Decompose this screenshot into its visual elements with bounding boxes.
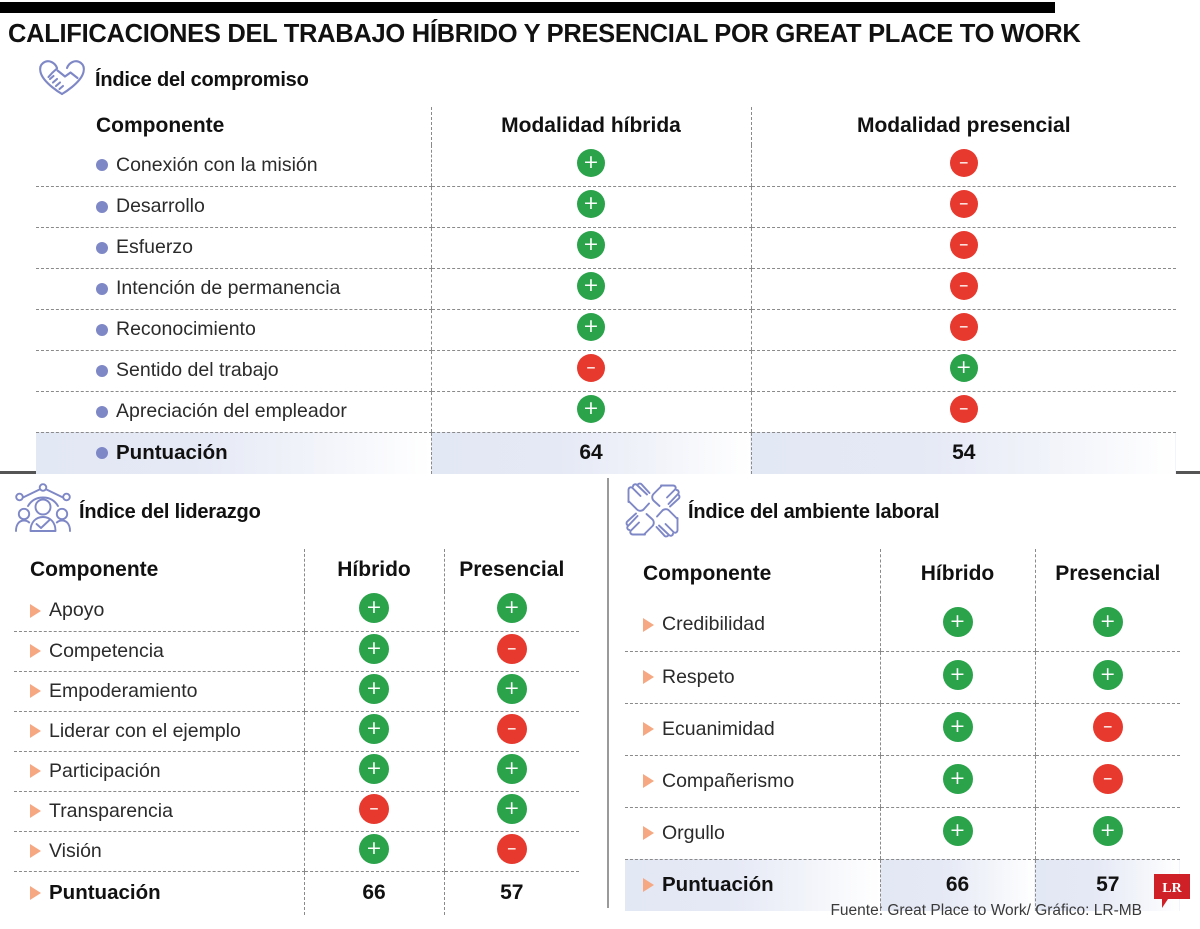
component-cell [36, 227, 431, 268]
status-badge-positive [943, 660, 973, 690]
component-cell [14, 631, 304, 671]
component-label: Intención de permanencia [116, 277, 341, 299]
column-header-hibrida: Modalidad híbrida [431, 107, 751, 145]
status-badge-positive [359, 674, 389, 704]
badge-glyph: – [959, 315, 969, 338]
component-label: Conexión con la misión [116, 153, 318, 176]
table-row [625, 703, 1180, 755]
component-label: Respeto [662, 665, 735, 688]
table-row [36, 391, 1176, 432]
badge-glyph: – [1103, 766, 1113, 789]
component-label: Desarrollo [116, 195, 205, 217]
bullet-triangle-icon [30, 684, 41, 698]
status-badge-negative [950, 231, 978, 259]
component-cell [36, 145, 431, 186]
status-badge-positive [497, 794, 527, 824]
table-row [14, 631, 579, 671]
status-badge-positive [1093, 607, 1123, 637]
bullet-triangle-icon [30, 844, 41, 858]
component-label: Apreciación del empleador [116, 400, 347, 422]
status-badge-positive [497, 593, 527, 623]
table-row [36, 227, 1176, 268]
component-cell [625, 599, 880, 651]
badge-glyph: + [583, 150, 599, 173]
component-label: Apoyo [49, 599, 105, 622]
table-row [625, 807, 1180, 859]
table-row [36, 350, 1176, 391]
badge-glyph: – [959, 233, 969, 256]
score-value-onsite: 57 [1035, 859, 1180, 911]
panel-title: Índice del liderazgo [79, 501, 261, 523]
badge-glyph: + [503, 596, 520, 619]
status-badge-positive [359, 834, 389, 864]
bullet-dot-icon [96, 242, 108, 254]
status-badge-positive [1093, 816, 1123, 846]
status-badge-negative [950, 272, 978, 300]
badge-glyph: + [583, 274, 599, 297]
status-badge-positive [577, 231, 605, 259]
table-row [14, 591, 579, 631]
badge-glyph: + [583, 315, 599, 338]
column-header-hibrido: Híbrido [880, 549, 1035, 599]
component-cell [625, 703, 880, 755]
status-badge-positive [577, 313, 605, 341]
panel-title: Índice del compromiso [95, 69, 309, 91]
bullet-triangle-icon [643, 826, 654, 840]
status-badge-positive [943, 712, 973, 742]
column-header-presencial: Presencial [1035, 549, 1180, 599]
status-badge-negative [577, 354, 605, 382]
status-badge-positive [577, 272, 605, 300]
component-label: Credibilidad [662, 613, 765, 636]
lr-logo [1152, 872, 1192, 910]
panel-header [36, 58, 1176, 103]
table-header-row [36, 107, 1176, 145]
top-black-rule [0, 2, 1055, 13]
bullet-triangle-icon [643, 618, 654, 632]
component-cell [14, 591, 304, 631]
bullet-dot-icon [96, 159, 108, 171]
component-label: Visión [49, 839, 102, 862]
score-value-hybrid: 66 [304, 871, 444, 915]
status-badge-negative [950, 313, 978, 341]
component-cell [36, 309, 431, 350]
badge-glyph: + [949, 610, 966, 633]
status-badge-positive [943, 816, 973, 846]
component-cell [36, 268, 431, 309]
bullet-triangle-icon [30, 604, 41, 618]
badge-glyph: – [507, 636, 517, 659]
badge-glyph: – [1103, 714, 1113, 737]
status-badge-negative [497, 834, 527, 864]
column-header-componente: Componente [643, 562, 772, 585]
table-row [14, 751, 579, 791]
status-badge-positive [359, 754, 389, 784]
component-cell [36, 350, 431, 391]
bullet-triangle-icon [643, 774, 654, 788]
bullet-dot-icon [96, 365, 108, 377]
status-badge-positive [577, 149, 605, 177]
bullet-triangle-icon [643, 670, 654, 684]
table-liderazgo [14, 549, 579, 915]
bullet-triangle-icon [30, 804, 41, 818]
component-cell [14, 711, 304, 751]
table-header-row [14, 549, 579, 591]
table-row [36, 309, 1176, 350]
status-badge-positive [943, 607, 973, 637]
score-label-cell [14, 871, 304, 915]
leadership-team-icon [14, 482, 72, 543]
bullet-dot-icon [96, 447, 108, 459]
score-row [36, 432, 1176, 474]
panel-indice-compromiso [36, 58, 1176, 474]
score-value-hybrid: 66 [880, 859, 1035, 911]
score-value-hybrid: 64 [431, 432, 751, 474]
bullet-dot-icon [96, 324, 108, 336]
component-cell [36, 391, 431, 432]
table-row [625, 651, 1180, 703]
page-title: CALIFICACIONES DEL TRABAJO HÍBRIDO Y PRESENCIAL POR GREAT PLACE TO WORK [8, 20, 1081, 48]
bullet-triangle-icon [30, 644, 41, 658]
status-badge-positive [359, 593, 389, 623]
table-row [36, 145, 1176, 186]
badge-glyph: – [507, 716, 517, 739]
badge-glyph: + [949, 818, 966, 841]
badge-glyph: + [1099, 818, 1116, 841]
status-badge-negative [359, 794, 389, 824]
score-label: Puntuación [662, 873, 774, 897]
component-label: Participación [49, 759, 161, 782]
status-badge-negative [950, 149, 978, 177]
panel-header [14, 482, 589, 543]
status-badge-negative [950, 395, 978, 423]
table-row [625, 755, 1180, 807]
table-row [14, 671, 579, 711]
component-label: Sentido del trabajo [116, 359, 279, 381]
source-note: Fuente: Great Place to Work/ Gráfico: LR-MB [830, 902, 1142, 919]
component-cell [14, 831, 304, 871]
component-cell [625, 755, 880, 807]
panel-header [625, 482, 1185, 543]
badge-glyph: + [366, 716, 382, 739]
badge-glyph: + [949, 766, 966, 789]
component-cell [625, 807, 880, 859]
panel-title: Índice del ambiente laboral [688, 501, 940, 523]
table-row [36, 186, 1176, 227]
bullet-dot-icon [96, 201, 108, 213]
column-header-componente: Componente [96, 114, 225, 137]
status-badge-positive [497, 674, 527, 704]
score-label-cell [36, 432, 431, 474]
bullet-dot-icon [96, 406, 108, 418]
badge-glyph: + [949, 662, 966, 685]
status-badge-negative [1093, 712, 1123, 742]
table-row [36, 268, 1176, 309]
score-row [14, 871, 579, 915]
score-value-onsite: 54 [751, 432, 1176, 474]
bullet-triangle-icon [30, 724, 41, 738]
component-label: Empoderamiento [49, 679, 198, 702]
badge-glyph: + [366, 756, 382, 779]
badge-glyph: – [959, 192, 969, 215]
badge-glyph: + [955, 356, 972, 379]
component-label: Liderar con el ejemplo [49, 719, 241, 742]
bullet-dot-icon [96, 283, 108, 295]
badge-glyph: – [507, 836, 517, 859]
four-hands-teamwork-icon [625, 482, 681, 543]
badge-glyph: + [366, 676, 382, 699]
badge-glyph: – [369, 796, 379, 819]
status-badge-negative [497, 634, 527, 664]
badge-glyph: + [1099, 662, 1116, 685]
score-label: Puntuación [116, 441, 228, 465]
table-row [14, 711, 579, 751]
score-label: Puntuación [49, 881, 161, 905]
status-badge-positive [497, 754, 527, 784]
component-label: Competencia [49, 639, 164, 662]
component-cell [625, 651, 880, 703]
status-badge-positive [943, 764, 973, 794]
badge-glyph: + [583, 397, 599, 420]
table-row [14, 831, 579, 871]
column-header-hibrido: Híbrido [304, 549, 444, 591]
status-badge-positive [577, 190, 605, 218]
badge-glyph: – [959, 150, 969, 173]
badge-glyph: + [366, 836, 382, 859]
status-badge-positive [359, 634, 389, 664]
status-badge-positive [950, 354, 978, 382]
status-badge-negative [950, 190, 978, 218]
lr-logo-text: LR [1162, 881, 1182, 896]
component-label: Orgullo [662, 821, 725, 844]
badge-glyph: + [503, 796, 520, 819]
component-cell [36, 186, 431, 227]
table-row [14, 791, 579, 831]
bullet-triangle-icon [30, 764, 41, 778]
table-row [625, 599, 1180, 651]
badge-glyph: + [1099, 610, 1116, 633]
component-cell [14, 751, 304, 791]
bullet-triangle-icon [30, 886, 41, 900]
handshake-heart-icon [36, 58, 88, 103]
badge-glyph: + [503, 756, 520, 779]
badge-glyph: – [959, 274, 969, 297]
vertical-divider [607, 478, 609, 908]
component-label: Transparencia [49, 799, 173, 822]
column-header-presencial: Modalidad presencial [751, 107, 1176, 145]
component-cell [14, 671, 304, 711]
score-value-onsite: 57 [444, 871, 579, 915]
bullet-triangle-icon [643, 722, 654, 736]
badge-glyph: + [583, 233, 599, 256]
badge-glyph: – [959, 397, 969, 420]
bullet-triangle-icon [643, 878, 654, 892]
status-badge-positive [577, 395, 605, 423]
component-cell [14, 791, 304, 831]
column-header-componente: Componente [30, 558, 159, 581]
table-compromiso [36, 107, 1176, 474]
column-header-presencial: Presencial [444, 549, 579, 591]
badge-glyph: + [366, 596, 382, 619]
component-label: Reconocimiento [116, 318, 256, 340]
component-label: Esfuerzo [116, 236, 193, 258]
table-header-row [625, 549, 1180, 599]
badge-glyph: + [583, 192, 599, 215]
badge-glyph: + [949, 714, 966, 737]
status-badge-negative [497, 714, 527, 744]
status-badge-positive [359, 714, 389, 744]
table-ambiente [625, 549, 1180, 911]
panel-indice-ambiente-laboral [625, 482, 1185, 911]
status-badge-negative [1093, 764, 1123, 794]
status-badge-positive [1093, 660, 1123, 690]
component-label: Ecuanimidad [662, 717, 775, 740]
badge-glyph: – [586, 356, 596, 379]
badge-glyph: + [503, 676, 520, 699]
component-label: Compañerismo [662, 769, 795, 792]
panel-indice-liderazgo [14, 482, 589, 915]
badge-glyph: + [366, 636, 382, 659]
